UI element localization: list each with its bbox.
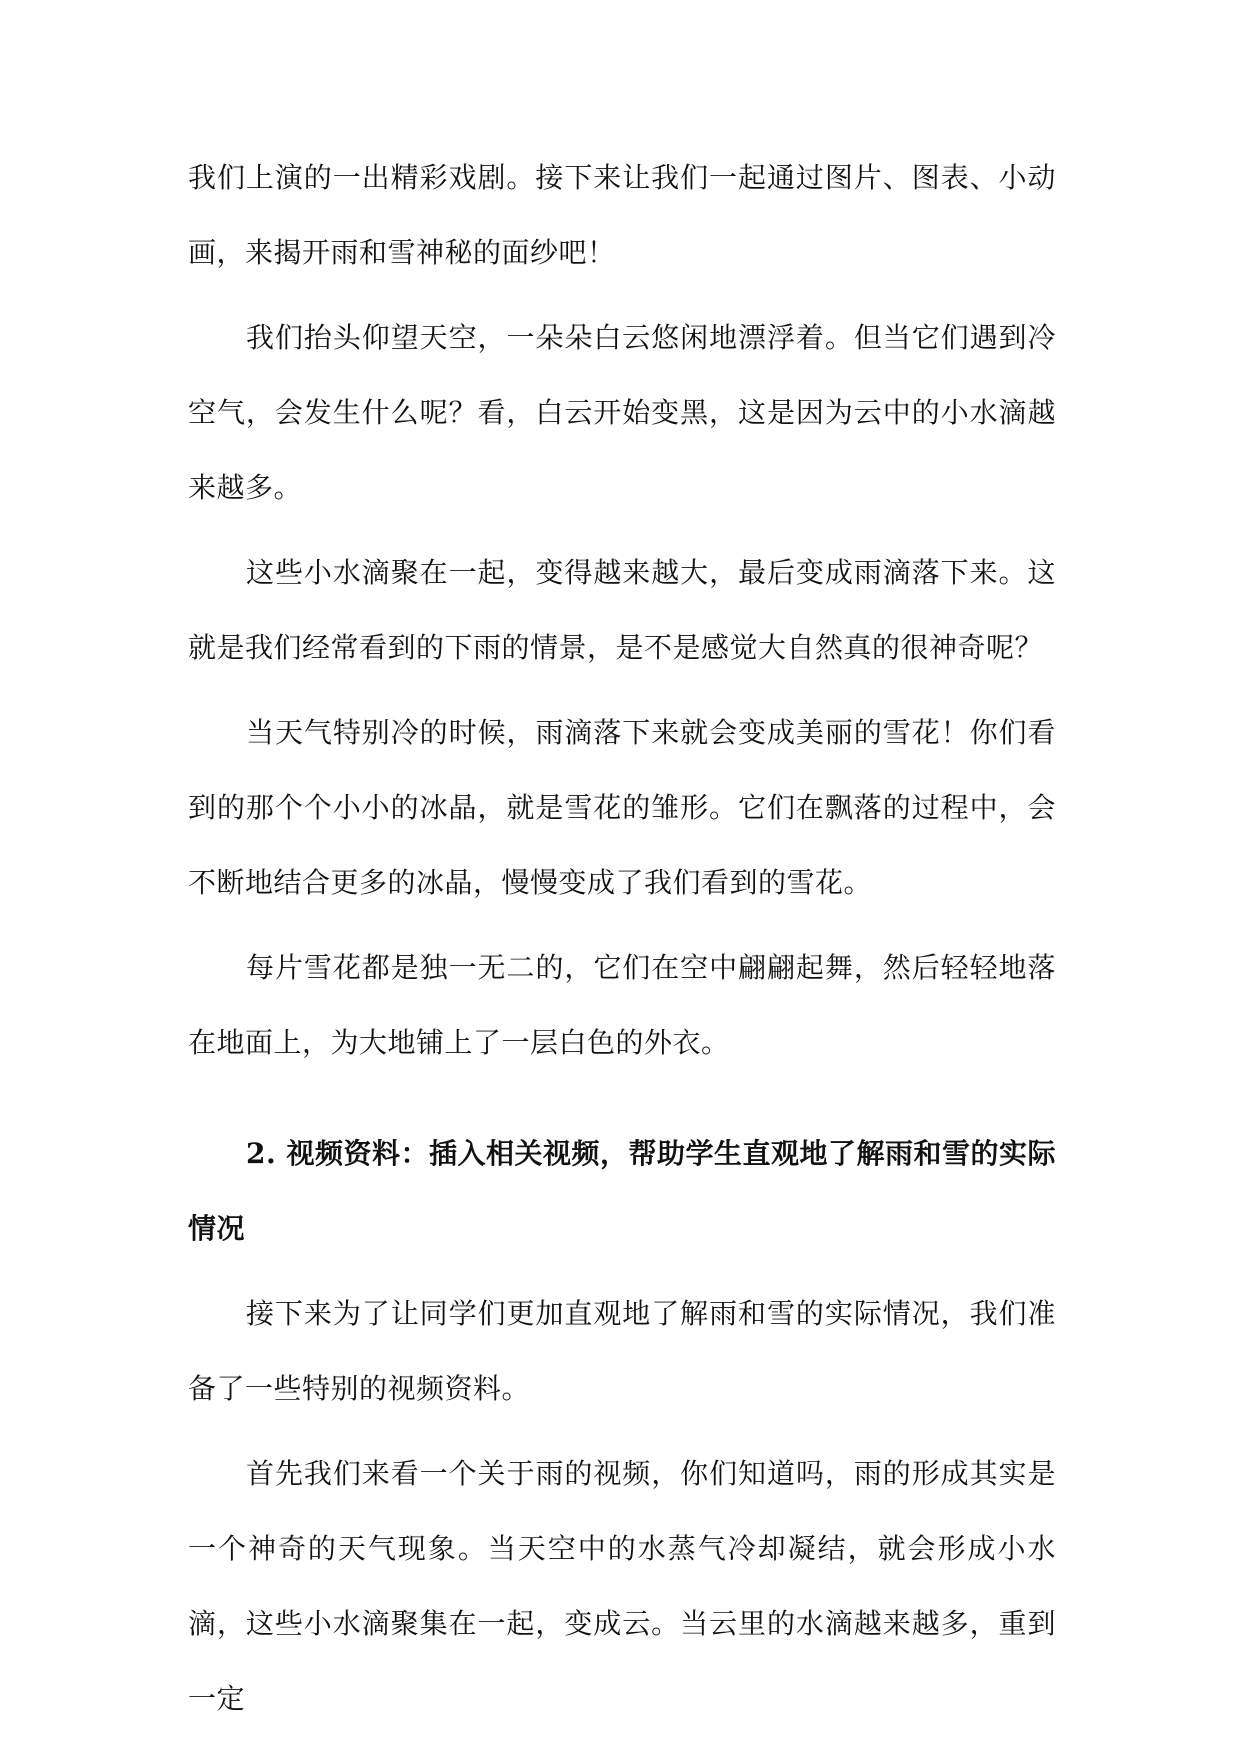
document-body xyxy=(188,140,1056,1746)
paragraph-unique-snowflakes: 每片雪花都是独一无二的，它们在空中翩翩起舞，然后轻轻地落在地面上，为大地铺上了一层白色的外衣。 xyxy=(188,951,1056,1059)
paragraph-clouds: 我们抬头仰望天空，一朵朵白云悠闲地漂浮着。但当它们遇到冷空气，会发生什么呢？看，白云开始变黑，这是因为云中的小水滴越来越多。 xyxy=(188,321,1056,504)
paragraph-raindrops: 这些小水滴聚在一起，变得越来越大，最后变成雨滴落下来。这就是我们经常看到的下雨的情景，是不是感觉大自然真的很神奇呢？ xyxy=(188,556,1056,664)
section-heading-video: 2. 视频资料：插入相关视频，帮助学生直观地了解雨和雪的实际情况 xyxy=(188,1137,1056,1245)
paragraph-snowflakes: 当天气特别冷的时候，雨滴落下来就会变成美丽的雪花！你们看到的那个个小小的冰晶，就是雪花的雏形。它们在飘落的过程中，会不断地结合更多的冰晶，慢慢变成了我们看到的雪花。 xyxy=(188,716,1056,899)
paragraph-intro-continued: 我们上演的一出精彩戏剧。接下来让我们一起通过图片、图表、小动画，来揭开雨和雪神秘的面纱吧！ xyxy=(188,161,1056,269)
paragraph-rain-video: 首先我们来看一个关于雨的视频，你们知道吗，雨的形成其实是一个神奇的天气现象。当天空中的水蒸气冷却凝结，就会形成小水滴，这些小水滴聚集在一起，变成云。当云里的水滴越来越多，重到一定 xyxy=(188,1457,1056,1715)
paragraph-video-intro: 接下来为了让同学们更加直观地了解雨和雪的实际情况，我们准备了一些特别的视频资料。 xyxy=(188,1297,1056,1405)
